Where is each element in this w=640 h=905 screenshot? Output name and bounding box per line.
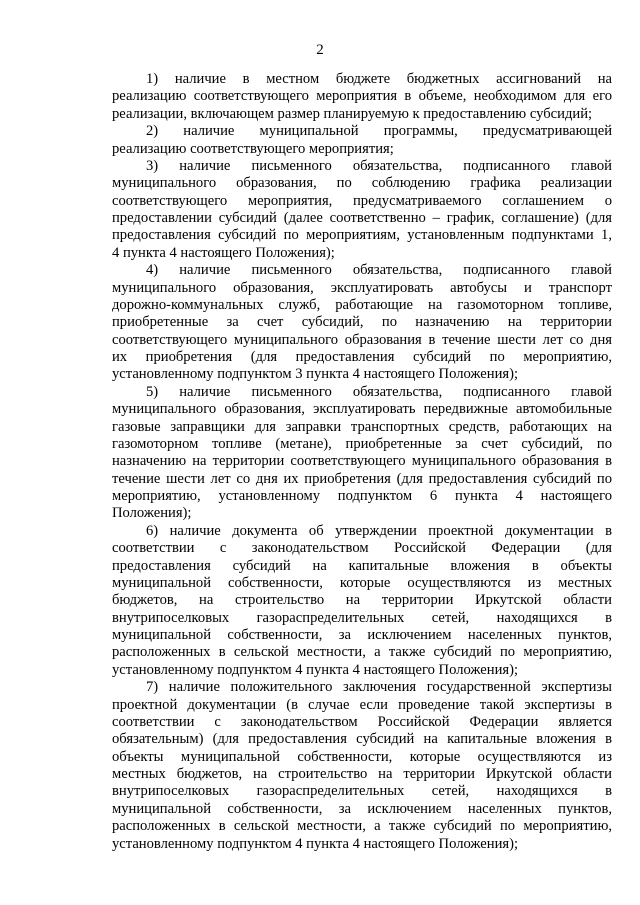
text-line: их приобретения (для предоставления субсидий по мероприятию, bbox=[112, 349, 612, 365]
text-line: 6) наличие документа об утверждении проектной документации в bbox=[146, 522, 612, 539]
text-line: муниципального образования, эксплуатировать передвижные автомобильные bbox=[112, 401, 612, 418]
text-line: 1) наличие в местном бюджете бюджетных ассигнований на bbox=[146, 71, 612, 87]
text-line: соответствии с законодательством Российской Федерации (для bbox=[112, 540, 612, 557]
text-line: 4 пункта 4 настоящего Положения); bbox=[112, 244, 335, 261]
text-line: установленному подпунктом 4 пункта 4 настоящего Положения); bbox=[112, 835, 519, 852]
text-line: объекты муниципальной собственности, которые осуществляются из bbox=[112, 748, 612, 765]
text-line: газомоторном топливе (метане), приобретенные за счет субсидий, по bbox=[112, 435, 612, 452]
text-line: течение шести лет со дня их приобретения (для предоставления субсидий по bbox=[112, 470, 612, 487]
text-line: соответствующего муниципального образования в течение шести лет со дня bbox=[112, 331, 612, 348]
text-line: внутрипоселковых газораспределительных сетей, находящихся в bbox=[112, 609, 612, 626]
text-line: соответствии с законодательством Российской Федерации является bbox=[112, 713, 612, 730]
text-line: предоставлении субсидий (далее соответственно – график, соглашение) (для bbox=[112, 210, 612, 226]
document-body bbox=[112, 71, 612, 853]
text-line: 5) наличие письменного обязательства, подписанного главой bbox=[146, 383, 612, 400]
text-line: муниципального образования, эксплуатировать автобусы и транспорт bbox=[112, 279, 612, 296]
text-line: газовые заправщики для заправки транспортных средств, работающих на bbox=[112, 418, 612, 435]
text-line: мероприятию, установленному подпунктом 6 пункта 4 настоящего bbox=[112, 488, 612, 504]
text-line: муниципальной собственности, которые осуществляются из местных bbox=[112, 574, 612, 591]
text-line: установленному подпунктом 3 пункта 4 настоящего Положения); bbox=[112, 366, 519, 383]
text-line: муниципальной собственности, за исключением населенных пунктов, bbox=[112, 627, 612, 643]
text-line: установленному подпунктом 4 пункта 4 настоящего Положения); bbox=[112, 661, 519, 678]
text-line: 3) наличие письменного обязательства, подписанного главой bbox=[146, 157, 612, 174]
text-line: 7) наличие положительного заключения государственной экспертизы bbox=[146, 679, 612, 696]
text-line: 4) наличие письменного обязательства, подписанного главой bbox=[146, 262, 612, 279]
text-line: реализацию соответствующего мероприятия; bbox=[112, 140, 394, 157]
text-line: назначению на территории соответствующего муниципального образования в bbox=[112, 453, 612, 470]
text-line: Положения); bbox=[112, 505, 192, 522]
text-line: дорожно-коммунальных служб, работающие на газомоторном топливе, bbox=[112, 296, 612, 313]
text-line: предоставления субсидий по мероприятиям, установленным подпунктами 1, bbox=[112, 227, 612, 244]
text-line: соответствующего мероприятия, предусматриваемого соглашением о bbox=[112, 192, 612, 209]
page-number: 2 bbox=[316, 42, 324, 58]
text-line: реализации, включающем размер планируемую к предоставлению субсидий; bbox=[112, 105, 593, 122]
text-line: обязательным) (для предоставления субсидий на капитальные вложения в bbox=[112, 731, 612, 748]
text-line: внутрипоселковых газораспределительных сетей, находящихся в bbox=[112, 783, 612, 800]
text-line: приобретенные за счет субсидий, по назначению на территории bbox=[112, 314, 612, 331]
text-line: проектной документации (в случае если проведение такой экспертизы в bbox=[112, 696, 612, 713]
text-line: местных бюджетов, на строительство на территории Иркутской области bbox=[112, 766, 612, 782]
text-line: расположенных в сельской местности, а также субсидий по мероприятию, bbox=[112, 644, 612, 661]
text-line: реализацию соответствующего мероприятия в объеме, необходимом для его bbox=[112, 88, 612, 105]
text-line: муниципальной собственности, за исключением населенных пунктов, bbox=[112, 800, 612, 817]
text-line: расположенных в сельской местности, а также субсидий по мероприятию, bbox=[112, 818, 612, 835]
text-line: бюджетов, на строительство на территории Иркутской области bbox=[112, 592, 612, 609]
text-line: предоставления субсидий на капитальные вложения в объекты bbox=[112, 557, 612, 574]
text-line: 2) наличие муниципальной программы, предусматривающей bbox=[146, 123, 612, 140]
text-line: муниципального образования, по соблюдению графика реализации bbox=[112, 175, 612, 192]
